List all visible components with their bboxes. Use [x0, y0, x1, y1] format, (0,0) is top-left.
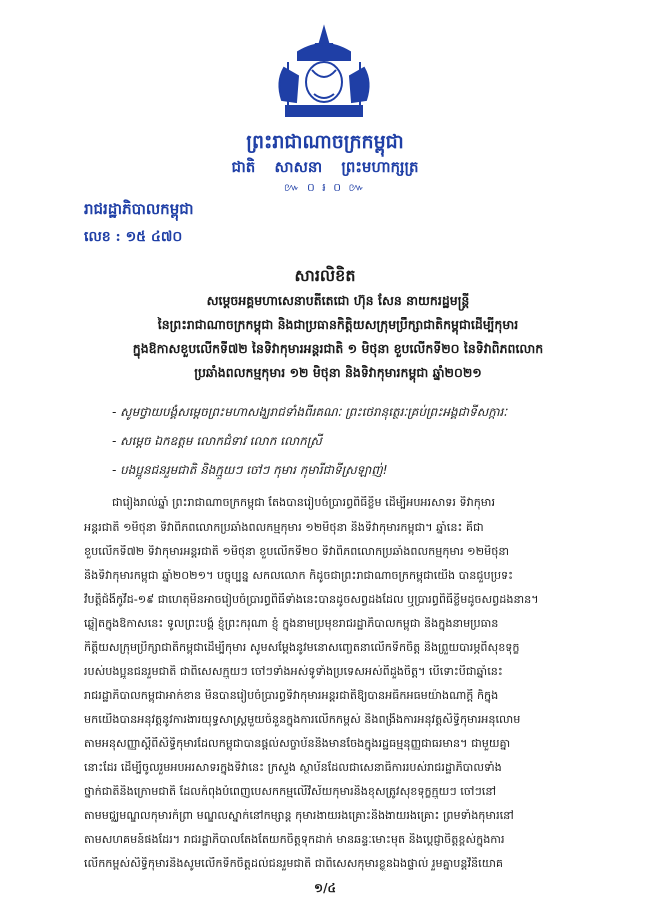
issuing-office: រាជរដ្ឋាភិបាលកម្ពុជា [84, 200, 194, 218]
body-line: អន្តរជាតិ ១មិថុនា ទិវាពិភពលោកប្រឆាំងពលកម្មកុមារ ១២មិថុនា និងទិវាកុមារកម្ពុជា។ ឆ្នាំនេះ គឺជា [84, 521, 484, 534]
body-line: រាជរដ្ឋាភិបាលកម្ពុជាអាក់ខាន មិនបានរៀបចំប្រារព្ធទិវាកុមារអន្តរជាតិឱ្យបានអធិកអធមយ៉ាងណាក្តី ក៏ក្នុង [84, 689, 499, 702]
body-line: និងទិវាកុមារកម្ពុជា ឆ្នាំ២០២១។ បច្ចុប្បន្ន សកលលោក ក៏ដូចជាព្រះរាជាណាចក្រកម្ពុជាយើង បានជួបប្រទះ [84, 569, 514, 582]
body-line: លើកកម្ពស់សិទ្ធិកុមារនិងសូមលើកទឹកចិត្តដល់ជនរួមជាតិ ជាពិសេសកុមារខ្លួនឯងផ្ទាល់ រួមគ្នាបន្តវិនិយោគ [84, 857, 503, 870]
body-line: ថ្នាក់ជាតិនិងក្រោមជាតិ ដែលកំពុងបំពេញបេសកកម្មលើវិស័យកុមារនិងខុសត្រូវសុខទុក្ខក្មួយៗ ចៅៗនៅ [84, 785, 497, 798]
letter-title: សារលិខិត [294, 266, 356, 285]
body-line: តាមមជ្ឈមណ្ឌលកុមារកំព្រា មណ្ឌលស្នាក់នៅកម្សាន្ត កុមារងាយរងគ្រោះនិងងាយរងគ្រោះ ព្រមទាំងកុមារនៅ [84, 809, 514, 822]
body-line: តាមសហគមន៍ផងដែរ។ រាជរដ្ឋាភិបាលតែងតែយកចិត្តទុកដាក់ មានឆន្ទៈមោះមុត និងប្តេជ្ញាចិត្តខ្ពស់ក្នុងការ [84, 833, 505, 846]
letter-heading-line: នៃព្រះរាជាណាចក្រកម្ពុជា និងជាប្រធានកិត្តិយសក្រុមប្រឹក្សាជាតិកម្ពុជាដើម្បីកុមារ [157, 317, 519, 332]
salutation-line: - សូមថ្វាយបង្គំសម្តេចព្រះមហាសង្ឃរាជទាំងពីរគណៈ ព្រះថេរានុត្ថេរៈគ្រប់ព្រះអង្គជាទីសក្ការៈ [112, 405, 508, 419]
letter-heading-line: ក្នុងឱកាសខួបលើកទី៧២ នៃទិវាកុមារអន្តរជាតិ ១ មិថុនា ខួបលើកទី២០ នៃទិវាពិភពលោក [132, 341, 544, 356]
national-motto: ជាតិ សាសនា ព្រះមហាក្សត្រ [231, 158, 419, 176]
kingdom-name: ព្រះរាជាណាចក្រកម្ពុជា [246, 131, 404, 153]
body-line: វិបត្តិជំងឺកូវីដ-១៩ ជាហេតុមិនអាចរៀបចំប្រារព្ធពិធីទាំងនេះបានដូចសព្វដងដែល ឬប្រារព្ធពិធីខ្លឹមដូចសព្វដងនាន។ [84, 593, 539, 606]
page-number: ១/៤ [314, 881, 336, 895]
body-line: នោះដែរ ដើម្បីចូលរួមអបអរសាទរក្នុងទិវានេះ ក្រសួង ស្ថាប័នដែលជាសេនាធិការរបស់រាជរដ្ឋាភិបាលទាំង [84, 761, 502, 774]
letter-heading-line: សម្តេចអគ្គមហាសេនាបតីតេជោ ហ៊ុន សែន នាយករដ្ឋមន្ត្រី [206, 293, 470, 308]
body-line: មកយើងបានអនុវត្តនូវការងារយុទ្ធសាស្ត្រមួយចំនួនក្នុងការលើកកម្ពស់ និងពង្រឹងការអនុវត្តសិទ្ធិកុមារអនុលោម [84, 713, 521, 726]
letter-heading-line: ប្រឆាំងពលកម្មកុមារ ១២ មិថុនា និងទិវាកុមារកម្ពុជា ឆ្នាំ២០២១ [194, 365, 482, 380]
ornament-divider: ៚ ០ ៛ ០ ៚ [283, 181, 367, 194]
reference-number: លេខ : ១៥ ៤៧០ [84, 229, 183, 245]
body-line: តាមអនុសញ្ញាស្តីពីសិទ្ធិកុមារដែលកម្ពុជាបានផ្តល់សច្ចាប័ននិងមានចែងក្នុងរដ្ឋធម្មនុញ្ញជាធរមាន។ ជាមួយគ្នា [84, 737, 511, 750]
body-line: ជារៀងរាល់ឆ្នាំ ព្រះរាជាណាចក្រកម្ពុជា តែងបានរៀបចំប្រារព្ធពិធីខ្លឹម ដើម្បីអបអរសាទរ ទិវាកុមារ [112, 496, 496, 509]
salutation-line: - បងប្អូនជនរួមជាតិ និងក្មួយៗ ចៅៗ កុមារ កុមារីជាទីស្រឡាញ់! [112, 463, 388, 477]
body-line: របស់បងប្អូនជនរួមជាតិ ជាពិសេសក្មួយៗ ចៅៗទាំងអស់ទូទាំងប្រទេសអស់ពីដួងចិត្ត។ បើទោះបីជាឆ្នាំនេះ [84, 665, 503, 678]
royal-coat-of-arms [268, 22, 380, 126]
body-line: ខួបលើកទី៧២ ទិវាកុមារអន្តរជាតិ ១មិថុនា ខួបលើកទី២០ ទិវាពិភពលោកប្រឆាំងពលកម្មកុមារ ១២មិថុនា [84, 545, 509, 558]
body-line: កិត្តិយសក្រុមប្រឹក្សាជាតិកម្ពុជាដើម្បីកុមារ សូមសម្តែងនូវមនោសញ្ចេតនាលើកទឹកចិត្ត និងព្រួយបារម្ភពីសុខទុក្ខ [84, 641, 520, 654]
body-line: ឆ្លៀតក្នុងឱកាសនេះ ទូលព្រះបង្គំ ខ្ញុំព្រះករុណា ខ្ញុំ ក្នុងនាមប្រមុខរាជរដ្ឋាភិបាលកម្ពុជា និងក្នុងនាមប្រធាន [84, 617, 499, 630]
salutation-line: - សម្តេច ឯកឧត្តម លោកជំទាវ លោក លោកស្រី [112, 434, 322, 448]
